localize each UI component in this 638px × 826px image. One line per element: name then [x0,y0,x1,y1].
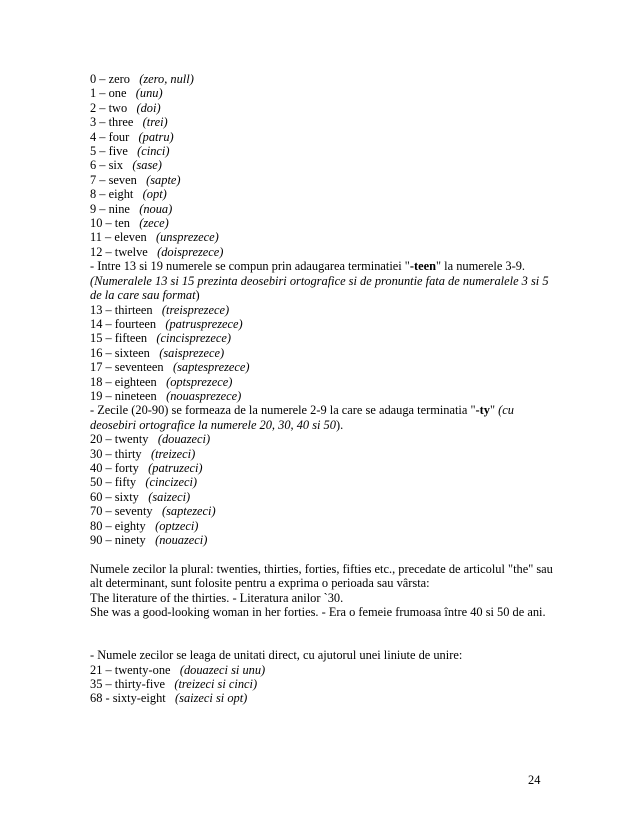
number-english: 30 – thirty [90,446,142,461]
number-english: 11 – eleven [90,230,147,245]
number-romanian: (saizeci) [148,489,191,504]
number-english: 12 – twelve [90,244,148,259]
number-english: 9 – nine [90,201,130,216]
number-line [90,447,560,461]
number-line [90,691,560,705]
number-line [90,230,560,244]
number-english: 13 – thirteen [90,302,153,317]
number-line [90,101,560,115]
number-line [90,245,560,259]
spacer [90,619,560,633]
page-number: 24 [528,773,541,787]
number-english: 18 – eighteen [90,374,157,389]
number-romanian: (zero, null) [139,72,194,86]
number-line [90,72,560,86]
number-line [90,533,560,547]
number-english: 2 – two [90,100,128,115]
number-line [90,360,560,374]
number-english: 4 – four [90,129,130,144]
number-english: 8 – eight [90,187,134,202]
number-line [90,346,560,360]
ty-suffix: -ty [475,403,490,418]
number-romanian: (douazeci si unu) [179,662,266,677]
teen-rule: - Intre 13 si 19 numerele se compun prin adaugarea terminatiei "-teen" la numerele 3-9. (Numeralele 13 si 15 prezinta deosebiri ortografice si de pronuntie fata de numeralele 3 si 5 de la care sau format) [90,259,549,303]
number-english: 19 – nineteen [90,388,157,403]
number-line [90,490,560,504]
number-line [90,115,560,129]
document-body [90,72,560,706]
number-romanian: (zece) [139,216,169,231]
number-english: 15 – fifteen [90,331,148,346]
number-english: 14 – fourteen [90,316,157,331]
number-romanian: (unu) [135,86,163,101]
number-romanian: (patruzeci) [148,460,203,475]
number-line [90,519,560,533]
number-romanian: (patrusprezece) [165,316,243,331]
tens-numbers-list [90,432,560,547]
number-line [90,216,560,230]
number-romanian: (treisprezece) [161,302,230,317]
number-english: 35 – thirty-five [90,677,166,692]
number-line [90,187,560,201]
number-line [90,317,560,331]
number-romanian: (nouazeci) [155,533,208,547]
number-romanian: (patru) [138,129,174,144]
number-line [90,86,560,100]
number-english: 0 – zero [90,72,130,86]
number-romanian: (cincizeci) [145,475,198,490]
number-romanian: (optsprezece) [166,374,233,389]
plural-paragraph [90,562,560,620]
compound-rule: - Numele zecilor se leaga de unitati direct, cu ajutorul unei liniute de unire: [90,648,463,663]
number-line [90,202,560,216]
number-romanian: (saptezeci) [161,504,216,519]
number-line [90,158,560,172]
number-line [90,475,560,489]
number-line [90,144,560,158]
number-line [90,504,560,518]
number-romanian: (sapte) [146,172,181,187]
number-romanian: (noua) [139,201,173,216]
number-english: 60 – sixty [90,489,139,504]
number-romanian: (sase) [132,158,162,173]
teen-numbers-list [90,303,560,404]
number-line [90,389,560,403]
number-line [90,375,560,389]
number-english: 10 – ten [90,216,130,231]
number-english: 17 – seventeen [90,360,164,375]
number-romanian: (cinci) [137,144,170,159]
number-romanian: (treizeci si cinci) [174,677,258,692]
number-line [90,303,560,317]
number-line [90,432,560,446]
number-english: 5 – five [90,144,128,159]
number-line [90,130,560,144]
number-english: 20 – twenty [90,432,149,447]
number-romanian: (doi) [136,100,161,115]
number-romanian: (treizeci) [150,446,196,461]
number-english: 6 – six [90,158,124,173]
number-romanian: (optzeci) [155,518,199,533]
number-english: 3 – three [90,115,134,130]
spacer [90,547,560,561]
number-english: 68 - sixty-eight [90,691,166,706]
number-english: 50 – fifty [90,475,137,490]
number-romanian: (doisprezece) [157,244,224,259]
ty-note: (cu deosebiri ortografice la numerele 20, 30, 40 si 50 [90,403,514,432]
spacer [90,634,560,648]
number-line [90,173,560,187]
number-romanian: (nouasprezece) [166,388,242,403]
number-line [90,331,560,345]
number-english: 16 – sixteen [90,345,150,360]
number-romanian: (cincisprezece) [156,331,231,346]
number-english: 21 – twenty-one [90,662,171,677]
number-english: 90 – ninety [90,533,146,547]
plural-example: The literature of the thirties. - Literatura anilor `30. [90,590,344,605]
plural-text: Numele zecilor la plural: twenties, thirties, forties, fifties etc., precedate de articolul "the" sau alt determinant, sunt folosite pentru a exprima o perioada sau vârsta: [90,561,553,591]
number-romanian: (saptesprezece) [172,360,250,375]
number-romanian: (opt) [142,187,167,202]
number-romanian: (douazeci) [157,432,211,447]
teen-suffix: -teen [409,259,437,274]
teen-note: (Numeralele 13 si 15 prezinta deosebiri ortografice si de pronuntie fata de numeralele 3 si 5 de la care sau format [90,273,549,303]
number-english: 7 – seven [90,172,137,187]
number-english: 1 – one [90,86,127,101]
number-line [90,461,560,475]
compound-numbers-list [90,663,560,706]
number-romanian: (saizeci si opt) [175,691,248,706]
number-english: 80 – eighty [90,518,146,533]
number-english: 40 – forty [90,460,139,475]
number-english: 70 – seventy [90,504,153,519]
plural-example: She was a good-looking woman in her forties. - Era o femeie frumoasa între 40 si 50 de ani. [90,605,546,620]
number-line [90,677,560,691]
number-romanian: (saisprezece) [159,345,225,360]
number-line [90,663,560,677]
basic-numbers-list [90,72,560,259]
ty-rule: - Zecile (20-90) se formeaza de la numerele 2-9 la care se adauga terminatia "-ty" (cu deosebiri ortografice la numerele 20, 30, 40 si 50). [90,403,514,432]
number-romanian: (trei) [142,115,168,130]
number-romanian: (unsprezece) [155,230,219,245]
